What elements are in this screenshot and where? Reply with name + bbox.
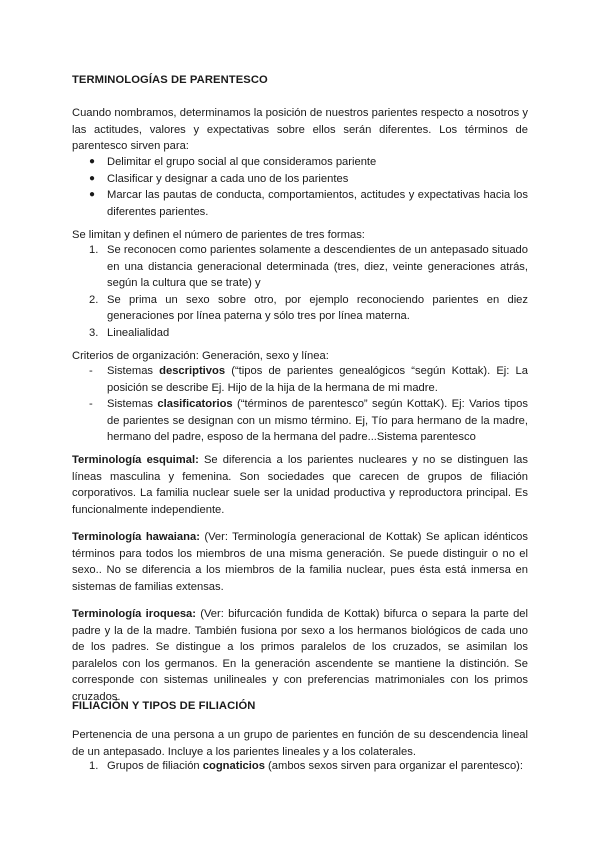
dash-marker: - <box>89 365 93 377</box>
list-item: ● Clasificar y designar a cada uno de los parientes <box>72 171 528 188</box>
list-item: - Sistemas clasificatorios (“términos de parentesco” según KottaK). Ej: Varios tipos de parientes se designan con un mismo término. Ej, Tío para hermano de la madre, hermano del padre, esposo de la hermana del padre...Sistema parentesco <box>89 398 528 443</box>
filiacion-list <box>72 758 528 775</box>
section-title-filiacion: FILIACIÓN Y TIPOS DE FILIACIÓN <box>72 700 256 712</box>
bullet-marker: ● <box>89 189 96 200</box>
limits-list <box>72 242 528 341</box>
list-item: 3. Linealialidad <box>72 325 528 342</box>
list-item: ● Delimitar el grupo social al que consideramos pariente <box>72 154 528 171</box>
number-marker: 3. <box>89 326 99 339</box>
list-item: 1. Grupos de filiación cognaticios (ambos sexos sirven para organizar el parentesco): <box>72 758 528 775</box>
number-marker: 1. <box>89 244 99 256</box>
intro-paragraph: Cuando nombramos, determinamos la posición de nuestros parientes respecto a nosotros y las actitudes, valores y expectativas sobre ellos serán diferentes. Los términos de parentesco sirven para: <box>72 107 528 152</box>
section-title-terminologias: TERMINOLOGÍAS DE PARENTESCO <box>72 74 268 86</box>
purpose-list <box>72 154 528 220</box>
list-item: 1. Se reconocen como parientes solamente a descendientes de un antepasado situado en una distancia generacional determinada (tres, diez, veinte generaciones atrás, según la cultura que se trate) y <box>89 244 528 289</box>
limits-intro: Se limitan y definen el número de parientes de tres formas: <box>72 229 365 241</box>
bullet-marker: ● <box>89 156 96 167</box>
terminology-iroquesa: Terminología iroquesa: (Ver: bifurcación fundida de Kottak) bifurca o separa la parte del padre y la de la madre. También fusiona por sexo a los hermanos biológicos de cada uno de los padres. Se distingue a los primos paralelos de los cruzados, se asimilan los paralelos con los germanos. En la generación ascendente se mantiene la distinción. Se corresponde con sistemas unilineales y con preferencias matrimoniales con los primos cruzados. <box>72 608 528 703</box>
criteria-intro: Criterios de organización: Generación, sexo y línea: <box>72 350 329 362</box>
terminology-esquimal: Terminología esquimal: Se diferencia a los parientes nucleares y no se distinguen las líneas masculina y femenina. Son sociedades que carecen de grupos de filiación corporativos. La familia nuclear suele ser la unidad productiva y reproductora principal. Es funcionalmente independiente. <box>72 454 528 516</box>
list-item: - Sistemas descriptivos (“tipos de parientes genealógicos “según Kottak). Ej: La posición se describe Ej. Hijo de la hija de la hermana de mi madre. <box>89 365 528 394</box>
dash-marker: - <box>89 398 93 410</box>
list-item: 2. Se prima un sexo sobre otro, por ejemplo reconociendo parientes en diez generaciones por línea paterna y sólo tres por línea materna. <box>89 293 528 322</box>
criteria-list <box>72 363 528 446</box>
bullet-marker: ● <box>89 172 96 184</box>
filiacion-intro: Pertenencia de una persona a un grupo de parientes en función de su descendencia lineal de un antepasado. Incluye a los parientes lineales y a los colaterales. <box>72 729 528 758</box>
terminology-hawaiana: Terminología hawaiana: (Ver: Terminología generacional de Kottak) Se aplican idénticos términos para todos los miembros de una misma generación. Se puede distinguir o no el sexo.. No se diferencia a los miembros de la familia nuclear, pues ésta está inmersa en sistemas de familias extensas. <box>72 531 528 593</box>
list-item: ● Marcar las pautas de conducta, comportamientos, actitudes y expectativas hacia los diferentes parientes. <box>89 189 528 218</box>
number-marker: 1. <box>89 760 99 772</box>
number-marker: 2. <box>89 293 99 306</box>
